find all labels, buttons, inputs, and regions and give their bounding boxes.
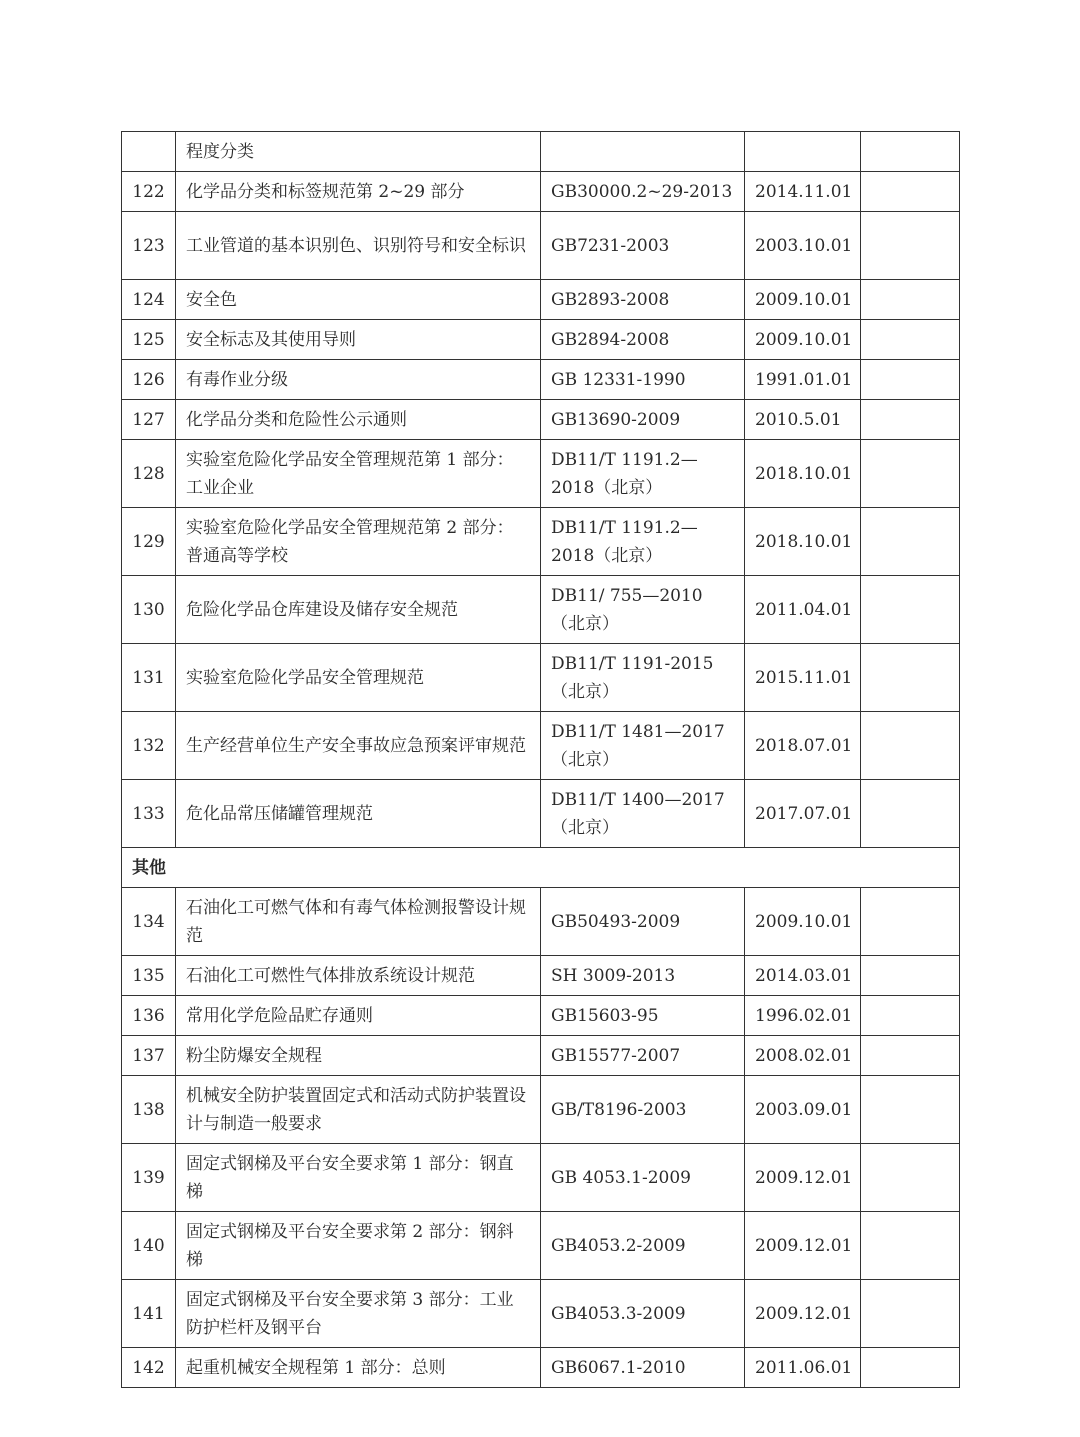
table-row: [122, 1212, 960, 1280]
cell-effective-date: 2009.10.01: [745, 280, 861, 320]
cell-note: [861, 996, 960, 1036]
cell-standard-name: 实验室危险化学品安全管理规范: [176, 644, 541, 712]
table-row: [122, 280, 960, 320]
cell-standard-name: 化学品分类和标签规范第 2~29 部分: [176, 172, 541, 212]
cell-note: [861, 172, 960, 212]
cell-standard-name: 危险化学品仓库建设及储存安全规范: [176, 576, 541, 644]
cell-note: [861, 508, 960, 576]
standards-table-body: [122, 132, 960, 1388]
cell-standard-code: GB4053.3-2009: [541, 1280, 745, 1348]
cell-standard-code: GB7231-2003: [541, 212, 745, 280]
table-row: [122, 212, 960, 280]
table-row: [122, 1076, 960, 1144]
cell-effective-date: 2009.12.01: [745, 1280, 861, 1348]
cell-standard-name: 固定式钢梯及平台安全要求第 2 部分：钢斜梯: [176, 1212, 541, 1280]
cell-standard-name: 安全色: [176, 280, 541, 320]
cell-standard-code: DB11/T 1400—2017（北京）: [541, 780, 745, 848]
cell-standard-code: GB13690-2009: [541, 400, 745, 440]
cell-standard-code: GB2893-2008: [541, 280, 745, 320]
cell-effective-date: 2009.10.01: [745, 888, 861, 956]
table-row: [122, 888, 960, 956]
cell-note: [861, 320, 960, 360]
cell-number: 134: [122, 888, 176, 956]
cell-standard-name: 安全标志及其使用导则: [176, 320, 541, 360]
cell-number: 140: [122, 1212, 176, 1280]
cell-standard-code: GB6067.1-2010: [541, 1348, 745, 1388]
cell-effective-date: 2009.12.01: [745, 1144, 861, 1212]
cell-note: [861, 1036, 960, 1076]
cell-number: 125: [122, 320, 176, 360]
cell-number: 123: [122, 212, 176, 280]
cell-standard-code: GB4053.2-2009: [541, 1212, 745, 1280]
table-row: [122, 996, 960, 1036]
cell-note: [861, 1212, 960, 1280]
cell-note: [861, 400, 960, 440]
cell-standard-name: 实验室危险化学品安全管理规范第 2 部分：普通高等学校: [176, 508, 541, 576]
table-row: [122, 320, 960, 360]
cell-number: 139: [122, 1144, 176, 1212]
cell-number: 132: [122, 712, 176, 780]
cell-standard-name: 程度分类: [176, 132, 541, 172]
table-row: [122, 1036, 960, 1076]
cell-standard-code: GB/T8196-2003: [541, 1076, 745, 1144]
cell-note: [861, 132, 960, 172]
cell-standard-name: 生产经营单位生产安全事故应急预案评审规范: [176, 712, 541, 780]
section-row: [122, 848, 960, 888]
cell-standard-name: 化学品分类和危险性公示通则: [176, 400, 541, 440]
cell-standard-code: DB11/ 755—2010（北京）: [541, 576, 745, 644]
cell-number: 133: [122, 780, 176, 848]
cell-note: [861, 888, 960, 956]
cell-effective-date: 2018.10.01: [745, 440, 861, 508]
cell-standard-name: 机械安全防护装置固定式和活动式防护装置设计与制造一般要求: [176, 1076, 541, 1144]
cell-number: 136: [122, 996, 176, 1036]
cell-number: 128: [122, 440, 176, 508]
cell-standard-name: 常用化学危险品贮存通则: [176, 996, 541, 1036]
cell-effective-date: 2008.02.01: [745, 1036, 861, 1076]
cell-number: 138: [122, 1076, 176, 1144]
cell-standard-name: 有毒作业分级: [176, 360, 541, 400]
cell-standard-code: GB15603-95: [541, 996, 745, 1036]
cell-standard-code: GB 4053.1-2009: [541, 1144, 745, 1212]
cell-standard-code: SH 3009-2013: [541, 956, 745, 996]
table-row: [122, 132, 960, 172]
cell-note: [861, 1348, 960, 1388]
cell-note: [861, 956, 960, 996]
cell-effective-date: 2015.11.01: [745, 644, 861, 712]
cell-note: [861, 1144, 960, 1212]
cell-number: 122: [122, 172, 176, 212]
table-row: [122, 440, 960, 508]
cell-note: [861, 576, 960, 644]
cell-standard-code: DB11/T 1191.2—2018（北京）: [541, 508, 745, 576]
cell-standard-name: 固定式钢梯及平台安全要求第 1 部分：钢直梯: [176, 1144, 541, 1212]
table-row: [122, 644, 960, 712]
cell-standard-code: GB30000.2~29-2013: [541, 172, 745, 212]
cell-standard-name: 实验室危险化学品安全管理规范第 1 部分：工业企业: [176, 440, 541, 508]
cell-standard-name: 固定式钢梯及平台安全要求第 3 部分：工业防护栏杆及钢平台: [176, 1280, 541, 1348]
cell-standard-code: GB2894-2008: [541, 320, 745, 360]
cell-note: [861, 360, 960, 400]
table-row: [122, 172, 960, 212]
cell-note: [861, 712, 960, 780]
cell-note: [861, 212, 960, 280]
cell-effective-date: 2018.10.01: [745, 508, 861, 576]
cell-effective-date: 2003.09.01: [745, 1076, 861, 1144]
table-row: [122, 1144, 960, 1212]
cell-standard-code: GB15577-2007: [541, 1036, 745, 1076]
cell-effective-date: 2014.03.01: [745, 956, 861, 996]
cell-standard-code: DB11/T 1191.2—2018（北京）: [541, 440, 745, 508]
cell-number: 135: [122, 956, 176, 996]
table-row: [122, 780, 960, 848]
table-row: [122, 712, 960, 780]
cell-number: 126: [122, 360, 176, 400]
cell-effective-date: 2009.12.01: [745, 1212, 861, 1280]
table-row: [122, 1280, 960, 1348]
cell-number: 131: [122, 644, 176, 712]
cell-effective-date: 2014.11.01: [745, 172, 861, 212]
cell-effective-date: 2011.04.01: [745, 576, 861, 644]
cell-note: [861, 440, 960, 508]
cell-standard-name: 粉尘防爆安全规程: [176, 1036, 541, 1076]
cell-standard-name: 石油化工可燃气体和有毒气体检测报警设计规范: [176, 888, 541, 956]
cell-standard-code: GB50493-2009: [541, 888, 745, 956]
cell-note: [861, 780, 960, 848]
cell-effective-date: 2003.10.01: [745, 212, 861, 280]
cell-effective-date: [745, 132, 861, 172]
cell-note: [861, 644, 960, 712]
cell-number: 142: [122, 1348, 176, 1388]
cell-standard-name: 起重机械安全规程第 1 部分：总则: [176, 1348, 541, 1388]
standards-table: [121, 131, 960, 1388]
cell-number: 124: [122, 280, 176, 320]
cell-effective-date: 1991.01.01: [745, 360, 861, 400]
cell-number: 141: [122, 1280, 176, 1348]
cell-note: [861, 1280, 960, 1348]
cell-standard-name: 工业管道的基本识别色、识别符号和安全标识: [176, 212, 541, 280]
cell-effective-date: 2010.5.01: [745, 400, 861, 440]
cell-effective-date: 2018.07.01: [745, 712, 861, 780]
cell-number: 130: [122, 576, 176, 644]
cell-standard-name: 危化品常压储罐管理规范: [176, 780, 541, 848]
table-row: [122, 576, 960, 644]
cell-number: 129: [122, 508, 176, 576]
table-row: [122, 360, 960, 400]
cell-effective-date: 1996.02.01: [745, 996, 861, 1036]
table-row: [122, 956, 960, 996]
cell-note: [861, 280, 960, 320]
cell-standard-code: GB 12331-1990: [541, 360, 745, 400]
table-row: [122, 1348, 960, 1388]
section-title: 其他: [122, 848, 960, 888]
cell-standard-code: [541, 132, 745, 172]
cell-note: [861, 1076, 960, 1144]
table-row: [122, 508, 960, 576]
cell-effective-date: 2009.10.01: [745, 320, 861, 360]
cell-number: 137: [122, 1036, 176, 1076]
table-row: [122, 400, 960, 440]
cell-effective-date: 2011.06.01: [745, 1348, 861, 1388]
cell-number: [122, 132, 176, 172]
cell-number: 127: [122, 400, 176, 440]
cell-standard-name: 石油化工可燃性气体排放系统设计规范: [176, 956, 541, 996]
cell-standard-code: DB11/T 1191-2015（北京）: [541, 644, 745, 712]
cell-standard-code: DB11/T 1481—2017（北京）: [541, 712, 745, 780]
cell-effective-date: 2017.07.01: [745, 780, 861, 848]
